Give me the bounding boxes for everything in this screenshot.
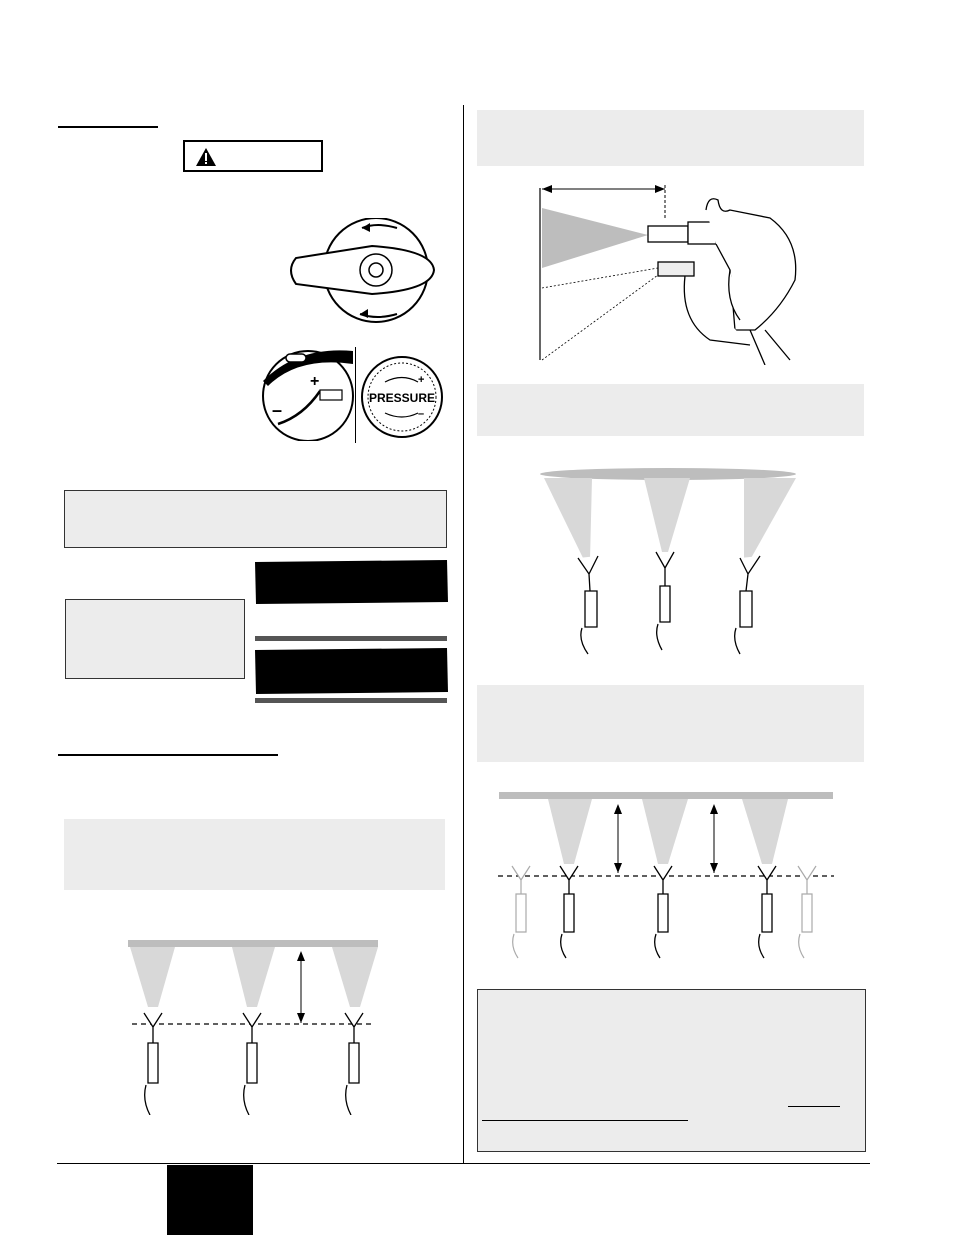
prime-valve-diagram	[282, 218, 442, 328]
spray-gun-distance-diagram	[120, 935, 390, 1115]
column-divider	[463, 105, 464, 1163]
page-tab-block	[167, 1165, 253, 1235]
warning-triangle-icon	[195, 147, 217, 167]
section-heading-underline	[58, 126, 158, 128]
note-box-2	[65, 599, 245, 679]
plus-sign: +	[310, 373, 320, 390]
note-box-6	[477, 685, 864, 762]
note-box-5	[477, 384, 864, 436]
pressure-knob-diagram	[360, 355, 445, 440]
note-box-3	[64, 819, 445, 890]
note-box-7	[477, 989, 866, 1152]
diagram-divider	[355, 347, 356, 443]
note-underline-2	[788, 1106, 840, 1107]
spray-overlap-diagram	[496, 788, 836, 960]
minus-sign: –	[272, 400, 283, 420]
svg-text:+: +	[418, 374, 425, 386]
pressure-knob-label: PRESSURE	[368, 391, 436, 405]
note-box-4	[477, 110, 864, 166]
svg-text:–: –	[418, 408, 425, 420]
pressure-control-diagram	[258, 346, 358, 441]
spray-pattern-diagram	[253, 558, 449, 708]
section-heading-underline-2	[58, 754, 278, 756]
note-underline-1	[482, 1120, 688, 1121]
note-box-1	[64, 490, 447, 548]
spray-arc-diagram	[540, 466, 800, 656]
spray-gun-fan-diagram	[530, 180, 820, 365]
warning-box	[183, 140, 323, 172]
footer-rule	[57, 1163, 870, 1164]
